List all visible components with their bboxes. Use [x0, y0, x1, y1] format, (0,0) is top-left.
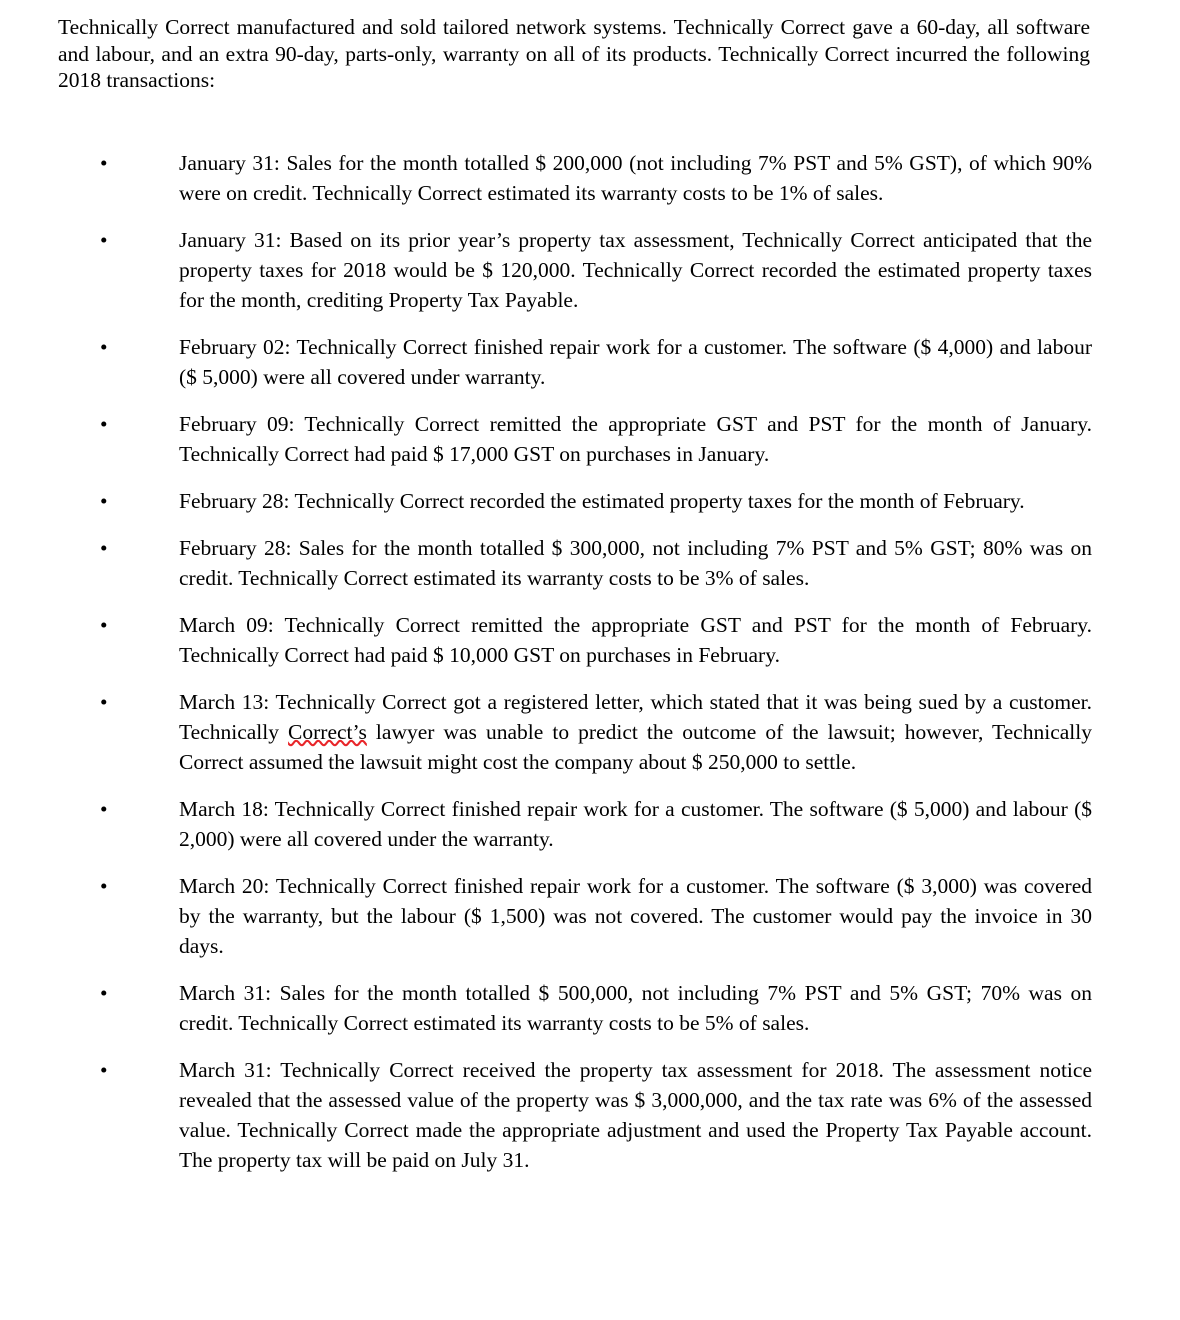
bullet-icon: •	[100, 150, 108, 175]
list-item	[100, 225, 1092, 315]
transaction-text: January 31: Sales for the month totalled $ 200,000 (not including 7% PST and 5% GST), of which 90% were on credit. Technically Correct estimated its warranty costs to be 1% of sales.	[179, 150, 1092, 205]
bullet-icon: •	[100, 488, 108, 513]
transaction-text: March 20: Technically Correct finished repair work for a customer. The software ($ 3,000) was covered by the warranty, but the labour ($ 1,500) was not covered. The customer would pay the invoice in 30 days.	[179, 873, 1092, 958]
transaction-text: March 31: Sales for the month totalled $ 500,000, not including 7% PST and 5% GST; 70% was on credit. Technically Correct estimated its warranty costs to be 5% of sales.	[179, 980, 1092, 1035]
bullet-icon: •	[100, 980, 108, 1005]
transaction-text-after-misspelling: lawyer was unable to predict the outcome of the lawsuit; however, Technically Correct assumed the lawsuit might cost the company about $ 250,000 to settle.	[179, 719, 1092, 774]
bullet-icon: •	[100, 334, 108, 359]
list-item	[100, 871, 1092, 961]
list-item	[100, 409, 1092, 469]
transaction-text	[179, 687, 1092, 777]
transaction-text: February 28: Technically Correct recorded the estimated property taxes for the month of February.	[179, 488, 1025, 513]
transaction-text: February 02: Technically Correct finished repair work for a customer. The software ($ 4,000) and labour ($ 5,000) were all covered under warranty.	[179, 334, 1092, 389]
intro-paragraph: Technically Correct manufactured and sold tailored network systems. Technically Correct gave a 60-day, all software and labour, and an extra 90-day, parts-only, warranty on all of its products. Technically Correct incurred the following 2018 transactions:	[58, 15, 1090, 92]
spellcheck-misspelled-word[interactable]: Correct’s	[288, 719, 367, 744]
transaction-list	[100, 148, 1092, 1175]
list-item	[100, 978, 1092, 1038]
bullet-icon: •	[100, 535, 108, 560]
transaction-text: March 31: Technically Correct received the property tax assessment for 2018. The assessment notice revealed that the assessed value of the property was $ 3,000,000, and the tax rate was 6% of the assessed value. Technically Correct made the appropriate adjustment and used the Property Tax Payable account. The property tax will be paid on July 31.	[179, 1057, 1092, 1172]
bullet-icon: •	[100, 796, 108, 821]
list-item	[100, 610, 1092, 670]
bullet-icon: •	[100, 873, 108, 898]
bullet-icon: •	[100, 411, 108, 436]
list-item	[100, 486, 1092, 516]
bullet-icon: •	[100, 227, 108, 252]
list-item	[100, 1055, 1092, 1175]
list-item	[100, 148, 1092, 208]
transaction-text-before-misspelling: March 13: Technically Correct got a registered letter, which stated that it was being sued by a customer. Technically	[179, 689, 1092, 744]
transaction-text: February 28: Sales for the month totalled $ 300,000, not including 7% PST and 5% GST; 80% was on credit. Technically Correct estimated its warranty costs to be 3% of sales.	[179, 535, 1092, 590]
list-item	[100, 794, 1092, 854]
list-item-with-spellcheck	[100, 687, 1092, 777]
list-item	[100, 533, 1092, 593]
bullet-icon: •	[100, 689, 108, 714]
transaction-text: January 31: Based on its prior year’s property tax assessment, Technically Correct anticipated that the property taxes for 2018 would be $ 120,000. Technically Correct recorded the estimated property taxes for the month, crediting Property Tax Payable.	[179, 227, 1092, 312]
list-item	[100, 332, 1092, 392]
transaction-text: February 09: Technically Correct remitted the appropriate GST and PST for the month of January. Technically Correct had paid $ 17,000 GST on purchases in January.	[179, 411, 1092, 466]
transaction-text: March 09: Technically Correct remitted the appropriate GST and PST for the month of February. Technically Correct had paid $ 10,000 GST on purchases in February.	[179, 612, 1092, 667]
bullet-icon: •	[100, 1057, 108, 1082]
transaction-text: March 18: Technically Correct finished repair work for a customer. The software ($ 5,000) and labour ($ 2,000) were all covered under the warranty.	[179, 796, 1092, 851]
intro-paragraph-block	[58, 14, 1092, 94]
bullet-icon: •	[100, 612, 108, 637]
